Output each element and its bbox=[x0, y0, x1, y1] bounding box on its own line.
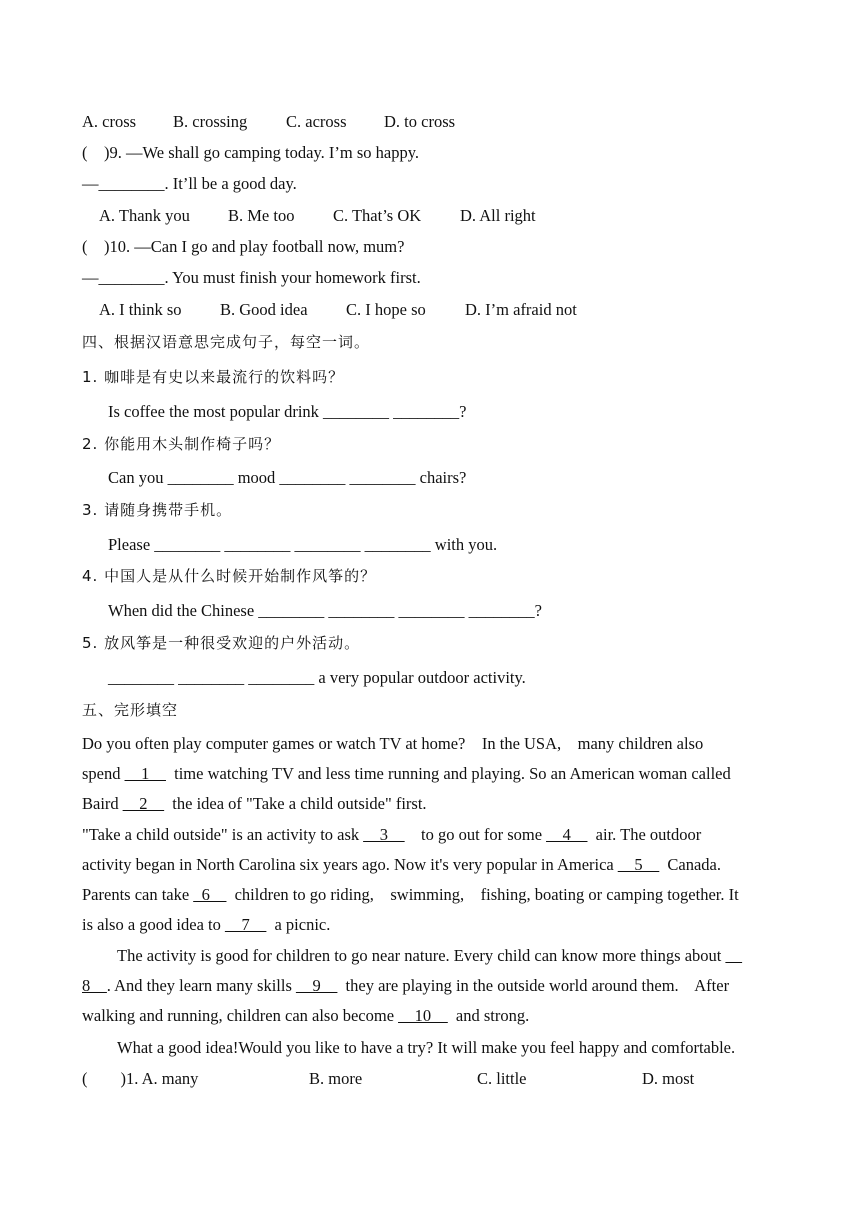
s4-item3-english: Please ________ ________ ________ ________ with you. bbox=[108, 535, 498, 554]
cloze-q1-option-c: C. little bbox=[477, 1069, 527, 1088]
cloze-q1-option-d: D. most bbox=[642, 1069, 695, 1088]
s4-item1-english: Is coffee the most popular drink ________ ________? bbox=[108, 402, 467, 421]
p2-line1-text: "Take a child outside" is an activity to ask bbox=[82, 825, 364, 844]
q8-option-a: A. cross bbox=[82, 112, 137, 131]
q9-option-b: B. Me too bbox=[228, 206, 295, 225]
p2-line3-text-b: children to go riding, swimming, fishing, boating or camping together. It bbox=[226, 885, 739, 904]
p2-line3 bbox=[82, 885, 739, 905]
q8-option-d: D. to cross bbox=[384, 112, 456, 131]
cloze-q1-option-b: B. more bbox=[309, 1069, 363, 1088]
p2-line1-text-b: to go out for some bbox=[404, 825, 547, 844]
p2-line2-text: activity began in North Carolina six years ago. Now it's very popular in America bbox=[82, 855, 618, 874]
q8-option-b: B. crossing bbox=[173, 112, 248, 131]
q9-option-a: A. Thank you bbox=[99, 206, 190, 225]
p1-line1: Do you often play computer games or watch TV at home? In the USA, many children also bbox=[82, 734, 704, 753]
p2-line3-text: Parents can take bbox=[82, 885, 194, 904]
q10-option-a: A. I think so bbox=[99, 300, 182, 319]
q9-stem: ( )9. —We shall go camping today. I’m so happy. bbox=[82, 143, 420, 162]
q10-answer-line: —________. You must finish your homework first. bbox=[82, 268, 421, 287]
p3-line2-text: . And they learn many skills bbox=[106, 976, 297, 995]
blank-7: __7__ bbox=[224, 915, 267, 934]
blank-10: __10__ bbox=[398, 1006, 448, 1025]
p3-line2 bbox=[82, 976, 729, 996]
section5-heading: 五、完形填空 bbox=[82, 701, 179, 719]
q9-option-c: C. That’s OK bbox=[333, 206, 422, 225]
s4-item4-english: When did the Chinese ________ ________ ________ ________? bbox=[108, 601, 542, 620]
p2-line4 bbox=[82, 915, 330, 935]
blank-2: __2__ bbox=[122, 794, 165, 813]
q8-option-c: C. across bbox=[286, 112, 347, 131]
q10-stem: ( )10. —Can I go and play football now, mum? bbox=[82, 237, 405, 256]
s4-item4-chinese: 4. 中国人是从什么时候开始制作风筝的？ bbox=[82, 567, 377, 585]
p1-line3-text: Baird bbox=[82, 794, 123, 813]
q10-option-b: B. Good idea bbox=[220, 300, 308, 319]
blank-9: __9__ bbox=[296, 976, 338, 995]
p3-line3-text: walking and running, children can also become bbox=[82, 1006, 399, 1025]
blank-8-end: 8__ bbox=[82, 976, 107, 995]
s4-item2-english: Can you ________ mood ________ ________ chairs? bbox=[108, 468, 467, 487]
p2-line1-text-c: air. The outdoor bbox=[587, 825, 702, 844]
p1-line3-text-b: the idea of "Take a child outside" first. bbox=[164, 794, 427, 813]
p3-line3-text-b: and strong. bbox=[447, 1006, 530, 1025]
p3-line1-text: The activity is good for children to go near nature. Every child can know more things about bbox=[117, 946, 726, 965]
p3-line1 bbox=[117, 946, 742, 966]
q10-option-c: C. I hope so bbox=[346, 300, 426, 319]
p2-line1 bbox=[82, 825, 701, 845]
blank-3: __3__ bbox=[363, 825, 405, 844]
p3-line3 bbox=[82, 1006, 529, 1026]
s4-item3-chinese: 3. 请随身携带手机。 bbox=[82, 501, 233, 519]
blank-5: __5__ bbox=[617, 855, 660, 874]
s4-item5-chinese: 5. 放风筝是一种很受欢迎的户外活动。 bbox=[82, 634, 361, 652]
p2-line2 bbox=[82, 855, 721, 875]
p1-line2 bbox=[82, 764, 731, 784]
section4-heading: 四、根据汉语意思完成句子，每空一词。 bbox=[82, 333, 371, 351]
s4-item5-english: ________ ________ ________ a very popular outdoor activity. bbox=[108, 668, 526, 687]
p2-line4-text: is also a good idea to bbox=[82, 915, 225, 934]
blank-8-start: __ bbox=[725, 946, 742, 965]
p2-line2-text-b: Canada. bbox=[659, 855, 721, 874]
blank-1: __1__ bbox=[124, 764, 166, 783]
s4-item2-chinese: 2. 你能用木头制作椅子吗？ bbox=[82, 435, 281, 453]
p1-line2-text-b: time watching TV and less time running and playing. So an American woman called bbox=[165, 764, 731, 783]
p2-line4-text-b: a picnic. bbox=[266, 915, 331, 934]
q9-answer-line: —________. It’ll be a good day. bbox=[82, 174, 297, 193]
s4-item1-chinese: 1. 咖啡是有史以来最流行的饮料吗？ bbox=[82, 368, 345, 386]
p1-line2-text: spend bbox=[82, 764, 125, 783]
blank-6: _6__ bbox=[193, 885, 227, 904]
p1-line3 bbox=[82, 794, 427, 814]
q9-option-d: D. All right bbox=[460, 206, 536, 225]
q10-option-d: D. I’m afraid not bbox=[465, 300, 577, 319]
blank-4: __4__ bbox=[546, 825, 588, 844]
cloze-q1-stem: ( )1. A. many bbox=[82, 1069, 199, 1088]
p3-line2-text-b: they are playing in the outside world around them. After bbox=[337, 976, 730, 995]
p4-line: What a good idea!Would you like to have a try? It will make you feel happy and comfortable. bbox=[117, 1038, 736, 1057]
